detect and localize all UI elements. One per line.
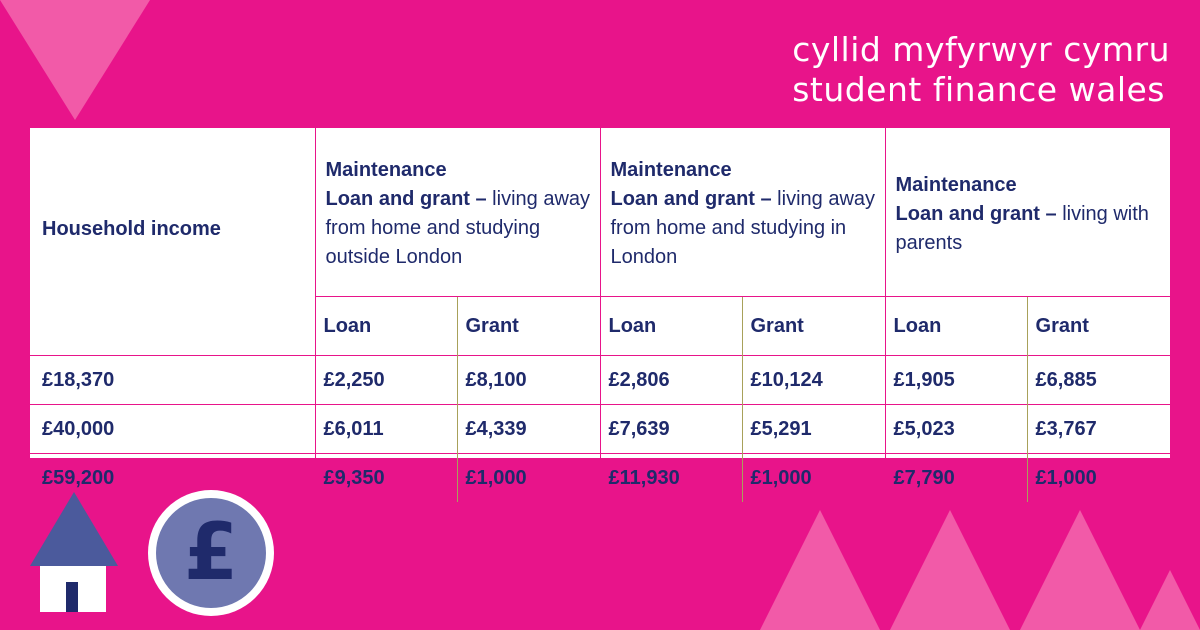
household-income-header: Household income [42, 218, 221, 240]
subheader-loan: Loan [885, 297, 1027, 356]
value-cell: £6,885 [1027, 356, 1170, 405]
income-cell: £18,370 [30, 356, 315, 405]
group-header-outside-london [315, 128, 600, 297]
value-cell: £11,930 [600, 454, 742, 503]
group-header-rest: living away from home and studying outside London [325, 188, 591, 269]
value-cell: £10,124 [742, 356, 885, 405]
subheader-grant: Grant [457, 297, 600, 356]
table-row [30, 405, 1170, 454]
brand-line-english: student finance wales [792, 70, 1165, 109]
value-cell: £9,350 [315, 454, 457, 503]
value-cell: £5,023 [885, 405, 1027, 454]
value-cell: £7,639 [600, 405, 742, 454]
subheader-grant: Grant [1027, 297, 1170, 356]
subheader-loan: Loan [315, 297, 457, 356]
decorative-triangles-bottom [760, 510, 1200, 630]
value-cell: £1,000 [1027, 454, 1170, 503]
group-header-bold: Maintenance Loan and grant – [325, 159, 487, 211]
pound-symbol: £ [156, 498, 266, 608]
income-cell: £40,000 [30, 405, 315, 454]
value-cell: £4,339 [457, 405, 600, 454]
group-header-rest: living away from home and studying in London [610, 188, 876, 269]
subheader-loan: Loan [600, 297, 742, 356]
group-header-with-parents [885, 128, 1170, 297]
value-cell: £1,000 [457, 454, 600, 503]
income-cell: £59,200 [30, 454, 315, 503]
group-header-bold: Maintenance Loan and grant – [895, 173, 1057, 225]
finance-table [30, 128, 1170, 502]
group-header-in-london [600, 128, 885, 297]
table-header-row [30, 128, 1170, 297]
value-cell: £7,790 [885, 454, 1027, 503]
value-cell: £6,011 [315, 405, 457, 454]
group-header-bold: Maintenance Loan and grant – [610, 159, 772, 211]
value-cell: £5,291 [742, 405, 885, 454]
finance-table-container [30, 128, 1170, 489]
value-cell: £2,806 [600, 356, 742, 405]
house-icon [30, 492, 118, 612]
brand-logo [792, 30, 1170, 110]
group-header-rest: living with parents [895, 202, 1149, 254]
brand-line-welsh: cyllid myfyrwyr cymru [792, 30, 1170, 69]
value-cell: £2,250 [315, 356, 457, 405]
pound-icon [148, 490, 274, 616]
value-cell: £3,767 [1027, 405, 1170, 454]
value-cell: £1,000 [742, 454, 885, 503]
value-cell: £8,100 [457, 356, 600, 405]
table-row [30, 356, 1170, 405]
decorative-triangle-top [0, 0, 150, 120]
value-cell: £1,905 [885, 356, 1027, 405]
subheader-grant: Grant [742, 297, 885, 356]
